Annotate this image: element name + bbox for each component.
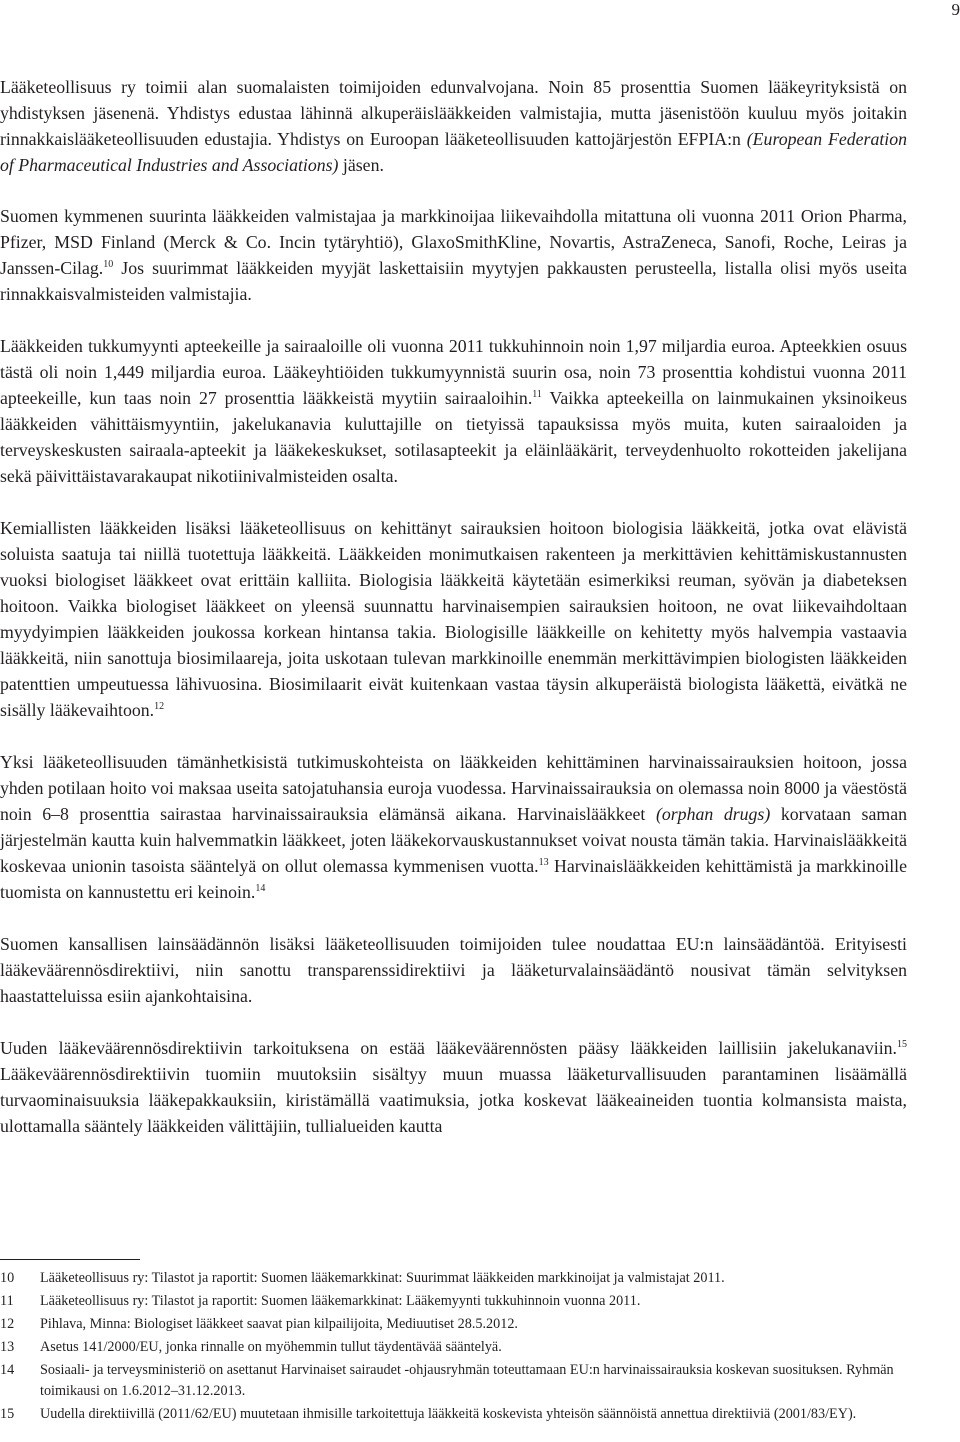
footnote [0, 1404, 907, 1425]
italic-term: (European Federation of Pharmaceutical Industries and Associations) [0, 129, 907, 175]
footnote [0, 1314, 907, 1335]
paragraph [0, 333, 907, 489]
paragraph [0, 749, 907, 905]
text-run: Kemiallisten lääkkeiden lisäksi lääketeollisuus on kehittänyt sairauksien hoitoon biologisia lääkkeitä, jotka ovat elävistä soluista saatuja tai niillä tuotettuja lääkkeitä. Lääkkeiden monimutkaisen rakenteen ja merkittävien kehittämiskustannusten vuoksi biologiset lääkkeet ovat erittäin kalliita. Biologisia lääkkeitä käytetään esimerkiksi reuman, syövän ja diabeteksen hoitoon. Vaikka biologiset lääkkeet on yleensä suunnattu harvinaisempien sairauksien hoitoon, ne ovat liikevaihdoltaan myydyimpien lääkkeiden joukossa korkean hintansa takia. Biologisille lääkkeille on kehitetty myös halvempia vastaavia lääkkeitä, niin sanottuja biosimilaareja, joita uskotaan tulevan markkinoille enemmän merkittävimpien biologisten lääkkeiden patenttien umpeutuessa lähivuosina. Biosimilaarit eivät kuitenkaan vastaa täysin alkuperäistä biologista lääkettä, eivätkä ne sisälly lääkevaihtoon. [0, 518, 907, 720]
footnote-number: 11 [0, 1293, 14, 1309]
footnote [0, 1291, 907, 1312]
footnote-text: Sosiaali- ja terveysministeriö on asettanut Harvinaiset sairaudet -ohjausryhmän toteuttamaan EU:n harvinaissairauksia koskevan suosituksen. Ryhmän toimikausi on 1.6.2012–31.12.2013. [40, 1362, 894, 1399]
paragraph [0, 74, 907, 178]
body-text [0, 74, 907, 1165]
footnotes [0, 1268, 907, 1427]
page-number: 9 [951, 0, 960, 19]
text-run: Suomen kansallisen lainsäädännön lisäksi lääketeollisuuden toimijoiden tulee noudattaa EU:n lainsäädäntöä. Erityisesti lääkeväärennösdirektiivi, niin sanottu transparenssidirektiivi ja lääketurvalainsäädäntö nousivat tämän selvityksen haastatteluissa esiin ajankohtaisina. [0, 934, 907, 1006]
footnote-number: 14 [0, 1362, 15, 1378]
footnote-number: 12 [0, 1316, 15, 1332]
text-run: Harvinaislääkkeiden kehittämistä ja markkinoille tuomista on kannustettu eri keinoin. [0, 856, 908, 902]
paragraph [0, 203, 907, 307]
footnote-ref: 11 [532, 389, 542, 401]
text-run: Lääketeollisuus ry toimii alan suomalaisten toimijoiden edunvalvojana. Noin 85 prosenttia Suomen lääkeyrityksistä on yhdistyksen jäsenenä. Yhdistys edustaa lähinnä alkuperäislääkkeiden valmistajia, mutta jäsenistöön kuuluu myös joitakin rinnakkaislääketeollisuuden edustajia. Yhdistys on Euroopan lääketeollisuuden kattojärjestön EFPIA:n [0, 77, 907, 149]
paragraph [0, 931, 907, 1009]
footnote-ref: 12 [154, 701, 165, 713]
footnote [0, 1360, 907, 1402]
paragraph [0, 1035, 907, 1139]
footnote-text: Uudella direktiivillä (2011/62/EU) muutetaan ihmisille tarkoitettuja lääkkeitä koskevista yhteisön säännöistä annettua direktiiviä (2001/83/EY). [40, 1406, 857, 1422]
footnote-number: 10 [0, 1270, 15, 1286]
footnote-text: Lääketeollisuus ry: Tilastot ja raportit: Suomen lääkemarkkinat: Lääkemyynti tukkuhinnoin vuonna 2011. [40, 1293, 641, 1309]
footnote-ref: 14 [255, 883, 266, 895]
footnote-number: 15 [0, 1406, 15, 1422]
footnote [0, 1268, 907, 1289]
text-run: Lääkeväärennösdirektiivin tuomiin muutoksiin sisältyy muun muassa lääketurvallisuuden parantaminen lisäämällä turvaominaisuuksia lääkepakkauksiin, kiristämällä vaatimuksia, jotka koskevat lääkeaineiden tuontia kolmansista maista, ulottamalla sääntely lääkkeiden välittäjiin, tullialueiden kautta [0, 1064, 907, 1136]
text-run: jäsen. [338, 155, 384, 175]
text-run: Vaikka apteekeilla on lainmukainen yksinoikeus lääkkeiden vähittäismyyntiin, jakelukanavia kuluttajille on tietyissä tapauksissa myös muita, kuten sairaaloiden ja terveyskeskusten sairaala-apteekit ja lääkekeskukset, sotilasapteekit ja eläinlääkärit, terveydenhuolto rokotteiden jakelijana sekä päivittäistavarakaupat nikotiinivalmisteiden osalta. [0, 388, 907, 486]
text-run: Suomen kymmenen suurinta lääkkeiden valmistajaa ja markkinoijaa liikevaihdolla mitattuna oli vuonna 2011 Orion Pharma, Pfizer, MSD Finland (Merck & Co. Incin tytäryhtiö), GlaxoSmithKline, Novartis, AstraZeneca, Sanofi, Roche, Leiras ja Janssen-Cilag. [0, 206, 907, 278]
footnote-divider [0, 1259, 140, 1260]
footnote-ref: 15 [897, 1039, 907, 1051]
footnote-ref: 13 [538, 857, 549, 869]
paragraph [0, 515, 907, 723]
italic-term: (orphan drugs) [655, 804, 771, 824]
footnote [0, 1337, 907, 1358]
text-run: korvataan saman järjestelmän kautta kuin halvemmatkin lääkkeet, joten lääkekorvauskustannukset voivat nousta tämän takia. Harvinaislääkkeitä koskevaa unionin tasoista sääntelyä on ollut olemassa kymmenisen vuotta. [0, 804, 907, 876]
footnote-ref: 10 [103, 259, 114, 271]
footnote-text: Lääketeollisuus ry: Tilastot ja raportit: Suomen lääkemarkkinat: Suurimmat lääkkeiden markkinoijat ja valmistajat 2011. [40, 1270, 725, 1286]
footnote-text: Asetus 141/2000/EU, jonka rinnalle on myöhemmin tullut täydentävää sääntelyä. [40, 1339, 502, 1355]
footnote-text: Pihlava, Minna: Biologiset lääkkeet saavat pian kilpailijoita, Mediuutiset 28.5.2012. [40, 1316, 518, 1332]
footnote-number: 13 [0, 1339, 15, 1355]
text-run: Uuden lääkeväärennösdirektiivin tarkoituksena on estää lääkeväärennösten pääsy lääkkeiden laillisiin jakelukanaviin. [0, 1038, 897, 1058]
text-run: Jos suurimmat lääkkeiden myyjät laskettaisiin myytyjen pakkausten perusteella, listalla olisi myös useita rinnakkaisvalmisteiden valmistajia. [0, 258, 907, 304]
text-run: Yksi lääketeollisuuden tämänhetkisistä tutkimuskohteista on lääkkeiden kehittäminen harvinaissairauksien hoitoon, jossa yhden potilaan hoito voi maksaa useita satojatuhansia euroja vuodessa. Harvinaissairauksia on olemassa noin 8000 ja väestöstä noin 6–8 prosenttia sairastaa harvinaissairauksia elämänsä aikana. Harvinaislääkkeet [0, 752, 907, 824]
text-run: Lääkkeiden tukkumyynti apteekeille ja sairaaloille oli vuonna 2011 tukkuhinnoin noin 1,97 miljardia euroa. Apteekkien osuus tästä oli noin 1,449 miljardia euroa. Lääkeyhtiöiden tukkumyynnistä suurin osa, noin 73 prosenttia kohdistui vuonna 2011 apteekeille, kun taas noin 27 prosenttia lääkkeistä myytiin sairaaloihin. [0, 336, 907, 408]
